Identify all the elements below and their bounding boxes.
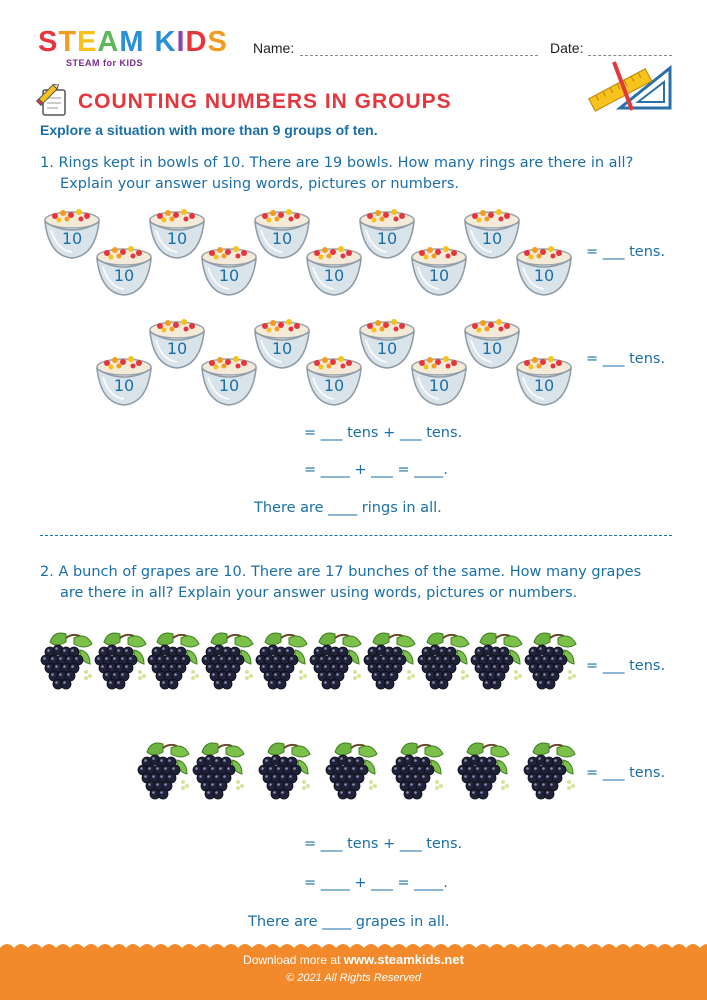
q2-row1-answer: = ___ tens. bbox=[586, 658, 666, 674]
grape-bunch-icon bbox=[137, 740, 193, 804]
bowl-icon bbox=[408, 243, 470, 299]
q1-answer: There are ____ rings in all. bbox=[254, 500, 442, 516]
grape-bunch-icon bbox=[258, 740, 314, 804]
bowl-label: 10 bbox=[218, 376, 240, 395]
q1-sum-total: = ____ + ___ = ____. bbox=[304, 462, 448, 478]
bowl-label: 10 bbox=[376, 229, 398, 248]
name-field[interactable] bbox=[300, 55, 538, 56]
bowl-icon bbox=[198, 243, 260, 299]
question-1-line-2: Explain your answer using words, pictures or numbers. bbox=[60, 176, 460, 192]
grape-bunch-icon bbox=[255, 630, 311, 694]
bowl-icon bbox=[93, 243, 155, 299]
grape-bunch-icon bbox=[470, 630, 526, 694]
question-1-line-1: 1. Rings kept in bowls of 10. There are 19 bowls. How many rings are there in all? bbox=[40, 155, 634, 171]
bowl-icon bbox=[303, 243, 365, 299]
grape-bunch-icon bbox=[40, 630, 96, 694]
bowl-label: 10 bbox=[481, 229, 503, 248]
date-field[interactable] bbox=[588, 55, 672, 56]
logo-letter: S bbox=[207, 26, 228, 58]
grape-bunch-icon bbox=[524, 630, 580, 694]
logo-letter: S bbox=[38, 26, 59, 58]
name-label: Name: bbox=[253, 40, 295, 56]
q2-answer: There are ____ grapes in all. bbox=[248, 914, 450, 930]
bowl-label: 10 bbox=[323, 266, 345, 285]
footer-site-link[interactable]: www.steamkids.net bbox=[343, 952, 464, 967]
logo-letter: D bbox=[185, 26, 208, 58]
q1-row2-answer: = ___ tens. bbox=[586, 351, 666, 367]
section-divider bbox=[40, 535, 672, 536]
logo-letter: M bbox=[119, 26, 145, 58]
bowl-label: 10 bbox=[61, 229, 83, 248]
steam-kids-logo bbox=[38, 27, 228, 57]
worksheet-subtitle: Explore a situation with more than 9 groups of ten. bbox=[40, 122, 378, 138]
bowl-label: 10 bbox=[533, 376, 555, 395]
logo-letter: K bbox=[154, 26, 177, 58]
q2-row2-answer: = ___ tens. bbox=[586, 765, 666, 781]
bowl-label: 10 bbox=[428, 266, 450, 285]
pencil-note-icon bbox=[36, 84, 70, 118]
logo-letter: T bbox=[58, 26, 78, 58]
bowl-label: 10 bbox=[428, 376, 450, 395]
footer-download-text: Download more at bbox=[243, 953, 344, 967]
q1-sum-tens: = ___ tens + ___ tens. bbox=[304, 425, 463, 441]
bowl-label: 10 bbox=[271, 339, 293, 358]
bowl-label: 10 bbox=[166, 229, 188, 248]
q2-sum-tens: = ___ tens + ___ tens. bbox=[304, 836, 463, 852]
grape-bunch-icon bbox=[201, 630, 257, 694]
grape-bunch-icon bbox=[94, 630, 150, 694]
grape-bunch-icon bbox=[523, 740, 579, 804]
q1-row1-answer: = ___ tens. bbox=[586, 244, 666, 260]
bowl-label: 10 bbox=[533, 266, 555, 285]
bowl-label: 10 bbox=[113, 376, 135, 395]
bowl-icon bbox=[93, 353, 155, 409]
bowl-label: 10 bbox=[323, 376, 345, 395]
bowl-icon bbox=[513, 353, 575, 409]
question-2-line-2: are there in all? Explain your answer using words, pictures or numbers. bbox=[60, 585, 578, 601]
footer-download bbox=[0, 952, 707, 967]
bowl-label: 10 bbox=[113, 266, 135, 285]
grape-bunch-icon bbox=[457, 740, 513, 804]
grape-bunch-icon bbox=[417, 630, 473, 694]
ruler-triangle-icon bbox=[586, 58, 676, 116]
logo-subtitle: STEAM for KIDS bbox=[66, 58, 144, 68]
question-1 bbox=[40, 153, 633, 195]
bowl-label: 10 bbox=[376, 339, 398, 358]
grape-bunch-icon bbox=[363, 630, 419, 694]
bowl-icon bbox=[513, 243, 575, 299]
date-label: Date: bbox=[550, 40, 584, 56]
bowl-label: 10 bbox=[271, 229, 293, 248]
question-2 bbox=[40, 562, 641, 604]
bowl-icon bbox=[408, 353, 470, 409]
q2-sum-total: = ____ + ___ = ____. bbox=[304, 875, 448, 891]
bowl-icon bbox=[198, 353, 260, 409]
bowl-icon bbox=[303, 353, 365, 409]
bowl-label: 10 bbox=[218, 266, 240, 285]
grape-bunch-icon bbox=[309, 630, 365, 694]
question-2-line-1: 2. A bunch of grapes are 10. There are 17 bunches of the same. How many grapes bbox=[40, 564, 642, 580]
grape-bunch-icon bbox=[192, 740, 248, 804]
bowl-label: 10 bbox=[166, 339, 188, 358]
bowl-label: 10 bbox=[481, 339, 503, 358]
logo-letter: E bbox=[77, 26, 98, 58]
worksheet-title: COUNTING NUMBERS IN GROUPS bbox=[78, 90, 452, 113]
grape-bunch-icon bbox=[391, 740, 447, 804]
footer-copyright: © 2021 All Rights Reserved bbox=[286, 972, 421, 984]
logo-letter: A bbox=[97, 26, 120, 58]
grape-bunch-icon bbox=[147, 630, 203, 694]
grape-bunch-icon bbox=[325, 740, 381, 804]
logo-letter: I bbox=[176, 26, 186, 58]
